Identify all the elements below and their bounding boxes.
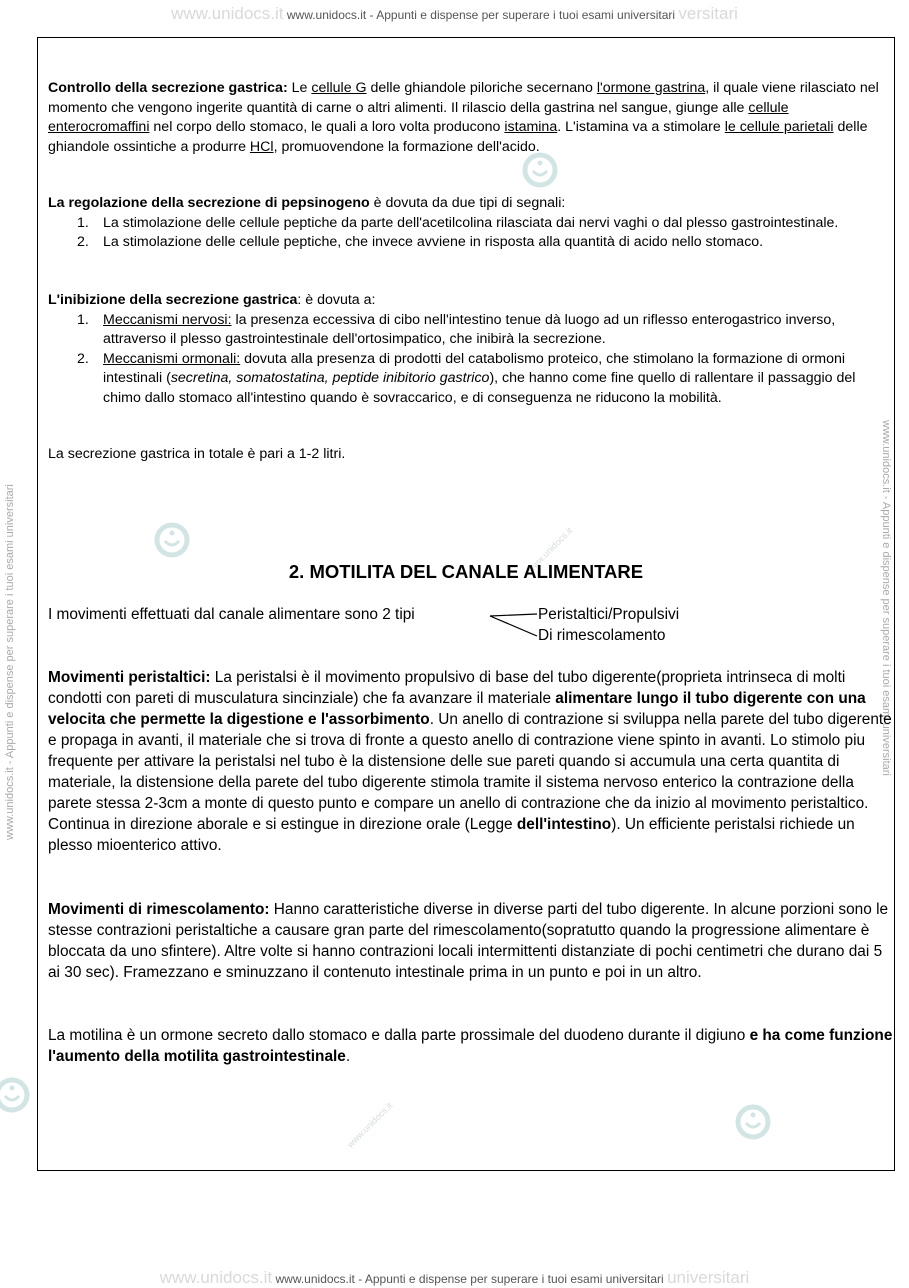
inhibition-title: L'inibizione della secrezione gastrica xyxy=(48,292,298,308)
term-gastrina: l'ormone gastrina xyxy=(596,80,706,96)
text-run: , il quale viene rilasciato nel momento che vengono ingerite quantità di carne o altri alimenti. Il rilascio della gastrina nel sangue, giunge alle xyxy=(48,80,879,116)
text-run: Le xyxy=(287,80,312,96)
text-run: . Un anello di contrazione si sviluppa nella parete del tubo digerente e propaga in avanti, il materiale che si trova di fronte a questo anello di contrazione viene spinto in avanti. Lo stimolo piu frequente per attivare la peristalsi nel tubo è la distensione delle sue pareti quando si accumula una certa quantita di materiale, la distensione della parete del tubo digerente stimola tramite il sistema nervoso enterico la contrazione della parete stessa 2-3cm a monte di questo punto e compare un anello di contrazione che da inizio al movimento peristaltico. Continua in direzione aborale e si estingue in direzione orale (Legge xyxy=(48,711,892,833)
total-secretion: La secrezione gastrica in totale è pari a 1-2 litri. xyxy=(48,446,346,462)
text-run: , promuovendone la formazione dell'acido. xyxy=(273,138,540,155)
text-run: Hanno caratteristiche diverse in diverse parti del tubo digerente. In alcune porzioni sono le stesse contrazioni peristaltiche a causare gran parte del rimescolamento(sopratutto quando la progressione alimentare è bloccata da uno sfintere). Altre volte si hanno contrazioni locali intermittenti distanziate di pochi centimetri che durano dai 5 ai 30 sec). Framezzano e sminuzzano il contenuto intestinale prima in un punto e poi in un altro. xyxy=(48,901,889,981)
text-run: ). Un efficiente peristalsi richiede un plesso mioenterico attivo. xyxy=(48,816,855,854)
list-number: 1. xyxy=(77,214,89,231)
inhibition-list xyxy=(48,311,893,409)
list-text: La stimolazione delle cellule peptiche, che invece avviene in risposta alla quantità di acido nello stomaco. xyxy=(103,234,764,250)
movements-intro: I movimenti effettuati dal canale alimentare sono 2 tipi xyxy=(48,606,415,623)
header-watermark-prefix: www.unidocs.it xyxy=(171,4,284,23)
list-label: Meccanismi ormonali: xyxy=(103,350,241,367)
branch-connector xyxy=(489,604,539,644)
list-number: 2. xyxy=(77,234,89,250)
text-run: La motilina è un ormone secreto dallo stomaco e dalla parte prossimale del duodeno durante il digiuno xyxy=(48,1027,750,1044)
watermark-diagonal-text: www.unidocs.it xyxy=(525,525,575,575)
pepsinogen-intro: è dovuta da due tipi di segnali: xyxy=(369,195,566,211)
bold-run: dell'intestino xyxy=(516,816,612,833)
movement-type-peristaltic: Peristaltici/Propulsivi xyxy=(538,606,680,623)
bold-run: alimentare lungo il tubo digerente con una velocita che permette la digestione e l'assorbimento xyxy=(48,690,866,728)
text-run: . L'istamina va a stimolare xyxy=(557,119,725,135)
watermark-logo-icon xyxy=(0,1075,32,1115)
movement-type-mixing: Di rimescolamento xyxy=(538,627,666,644)
term-istamina: istamina xyxy=(504,119,558,135)
header-watermark-suffix: versitari xyxy=(678,4,738,23)
header-text[interactable]: www.unidocs.it - Appunti e dispense per superare i tuoi esami universitari xyxy=(286,8,676,22)
list-item xyxy=(48,233,893,253)
footer-watermark-suffix: universitari xyxy=(667,1268,750,1287)
term-enterocromaffini: cellule enterocromaffini xyxy=(48,99,789,135)
list-text: dovuta alla presenza di prodotti del catabolismo proteico, che stimolano la formazione di ormoni intestinali ( xyxy=(103,350,846,386)
list-label: Meccanismi nervosi: xyxy=(103,311,232,328)
list-number: 2. xyxy=(77,350,89,367)
watermark-diagonal-text: www.unidocs.it xyxy=(345,1100,395,1150)
page-header xyxy=(0,4,909,24)
footer-text[interactable]: www.unidocs.it - Appunti e dispense per superare i tuoi esami universitari xyxy=(275,1272,664,1286)
list-item xyxy=(48,311,893,350)
page-footer xyxy=(0,1268,909,1288)
pepsinogen-paragraph xyxy=(48,194,893,253)
term-hcl: HCl xyxy=(249,138,274,155)
list-item xyxy=(48,214,893,234)
gastric-control-paragraph xyxy=(48,79,893,157)
inhibition-intro: : è dovuta a: xyxy=(297,292,376,308)
side-watermark-left: www.unidocs.it - Appunti e dispense per superare i tuoi esami universitari xyxy=(4,484,16,840)
list-text: ), che hanno come fine quello di rallentare il passaggio del chimo dallo stomaco all'intestino quando è sovraccarico, e di conseguenza ne riducono la mobilità. xyxy=(103,370,856,406)
inhibition-paragraph xyxy=(48,291,893,408)
list-text: la presenza eccessiva di cibo nell'intestino tenue dà luogo ad un riflesso enterogastrico inverso, attraverso il plesso gastrointestinale dell'ortosimpatico, che inibirà la secrezione. xyxy=(103,311,836,347)
list-number: 1. xyxy=(77,311,89,328)
peristaltic-title: Movimenti peristaltici: xyxy=(48,669,211,686)
motilin-paragraph xyxy=(48,1025,893,1067)
text-run: La peristalsi è il movimento propulsivo di base del tubo digerente(proprieta intrinseca di molti condotti con pareti di musculatura sincinziale) che fa avanzare il materiale xyxy=(48,669,846,707)
hormone-names: secretina, somatostatina, peptide inibitorio gastrico xyxy=(170,370,490,386)
list-text: La stimolazione delle cellule peptiche da parte dell'acetilcolina rilasciata dai nervi vaghi o dal plesso gastrointestinale. xyxy=(103,214,839,231)
list-item xyxy=(48,350,893,409)
term-cellule-parietali: le cellule parietali xyxy=(724,119,834,135)
pepsinogen-list xyxy=(48,214,893,253)
gastric-control-title: Controllo della secrezione gastrica: xyxy=(48,80,288,96)
pepsinogen-title: La regolazione della secrezione di pepsinogeno xyxy=(48,195,370,211)
mixing-paragraph xyxy=(48,899,893,983)
peristaltic-paragraph xyxy=(48,667,893,856)
side-watermark-right: www.unidocs.it - Appunti e dispense per superare i tuoi esami universitari xyxy=(880,420,892,776)
footer-watermark-prefix: www.unidocs.it xyxy=(159,1268,273,1287)
term-cellule-g: cellule G xyxy=(311,80,367,96)
mixing-title: Movimenti di rimescolamento: xyxy=(48,901,270,918)
text-run: nel corpo dello stomaco, le quali a loro volta producono xyxy=(149,119,505,135)
bold-run: e ha come funzione l'aumento della motilita gastrointestinale xyxy=(48,1027,893,1065)
text-run: delle ghiandole ossintiche a produrre xyxy=(48,119,868,155)
text-run: delle ghiandole piloriche secernano xyxy=(366,80,597,96)
section-title: 2. MOTILITA DEL CANALE ALIMENTARE xyxy=(288,561,644,582)
text-run: . xyxy=(345,1048,351,1065)
